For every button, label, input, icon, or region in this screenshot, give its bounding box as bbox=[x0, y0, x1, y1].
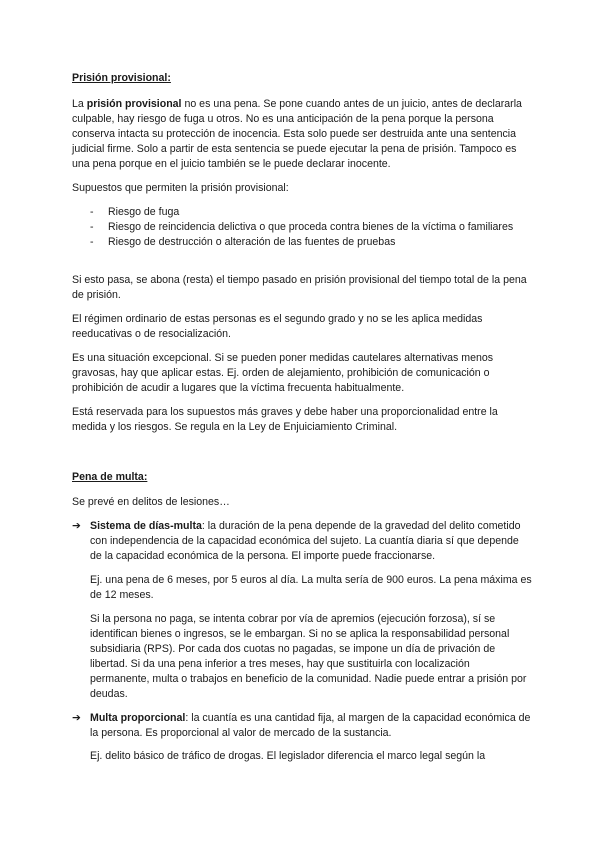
arrow-item-multa-proporcional bbox=[72, 711, 532, 741]
arrow-item-text bbox=[90, 519, 532, 564]
bold-term: prisión provisional bbox=[86, 98, 182, 110]
arrow-right-icon: ➔ bbox=[72, 712, 81, 724]
dash-bullet: - bbox=[90, 236, 94, 248]
arrow-item-dias-multa bbox=[72, 519, 532, 564]
dash-bullet: - bbox=[90, 221, 94, 233]
paragraph-ejemplo-dias-multa: Ej. una pena de 6 meses, por 5 euros al día. La multa sería de 900 euros. La pena máxima es de 12 meses. bbox=[90, 574, 532, 601]
text-run: : la duración de la pena depende de la gravedad del delito cometido con independencia de la capacidad económica del sujeto. La cuantía diaria sí que depende de la capacidad económica de la persona. El importe puede fraccionarse. bbox=[90, 520, 521, 562]
arrow-right-icon: ➔ bbox=[72, 520, 81, 532]
paragraph-multa-intro: Se prevé en delitos de lesiones… bbox=[72, 496, 230, 508]
bold-term: Multa proporcional bbox=[90, 712, 186, 724]
bold-term: Sistema de días-multa bbox=[90, 520, 202, 532]
paragraph-prision-definition bbox=[72, 97, 532, 172]
list-item-text: Riesgo de fuga bbox=[108, 206, 180, 218]
text-run: : la cuantía es una cantidad fija, al margen de la capacidad económica de la persona. Es proporcional al valor de mercado de la sustancia. bbox=[90, 712, 531, 739]
text-run: La bbox=[72, 98, 87, 110]
dash-bullet: - bbox=[90, 206, 94, 218]
paragraph-regimen: El régimen ordinario de estas personas es el segundo grado y no se les aplica medidas reeducativas o de resocialización. bbox=[72, 313, 483, 340]
arrow-item-text bbox=[90, 711, 532, 741]
list-item-text: Riesgo de destrucción o alteración de las fuentes de pruebas bbox=[108, 236, 396, 248]
bullet-list-supuestos bbox=[90, 205, 530, 250]
list-item bbox=[90, 220, 530, 235]
paragraph-supuestos-intro: Supuestos que permiten la prisión provisional: bbox=[72, 182, 289, 194]
paragraph-excepcional: Es una situación excepcional. Si se pueden poner medidas cautelares alternativas menos gravosas, hay que aplicar estas. Ej. orden de alejamiento, prohibición de comunicación o prohibición de acudir a lugares que la víctima frecuenta habitualmente. bbox=[72, 352, 494, 394]
list-item-text: Riesgo de reincidencia delictiva o que proceda contra bienes de la víctima o familiares bbox=[108, 221, 514, 233]
section-heading-prision-provisional: Prisión provisional: bbox=[72, 72, 171, 84]
text-run: no es una pena. Se pone cuando antes de un juicio, antes de declararla culpable, hay riesgo de fuga u otros. No es una anticipación de la pena porque la persona conserva intacta su protección de inocencia. Esta solo puede ser destruida ante una sentencia judicial firme. Solo a partir de esta sentencia se puede ejecutar la pena de prisión. Tampoco es una pena porque en el juicio también se le puede declarar inocente. bbox=[72, 98, 522, 170]
section-heading-pena-de-multa: Pena de multa: bbox=[72, 471, 148, 483]
paragraph-reservada: Está reservada para los supuestos más graves y debe haber una proporcionalidad entre la medida y los riesgos. Se regula en la Ley de Enjuiciamiento Criminal. bbox=[72, 406, 498, 433]
paragraph-impago: Si la persona no paga, se intenta cobrar por vía de apremios (ejecución forzosa), sí se identifican bienes o ingresos, se le embargan. Si no se aplica la responsabilidad personal subsidiaria (RPS). Por cada dos cuotas no pagadas, se impone un día de privación de libertad. Si da una pena inferior a tres meses, hay que sustituirla con localización permanente, multa o trabajos en beneficio de la comunidad. Nadie puede entrar a prisión por deudas. bbox=[90, 613, 527, 700]
paragraph-ejemplo-drogas: Ej. delito básico de tráfico de drogas. El legislador diferencia el marco legal según la bbox=[90, 750, 486, 762]
list-item bbox=[90, 235, 530, 250]
paragraph-abona: Si esto pasa, se abona (resta) el tiempo pasado en prisión provisional del tiempo total de la pena de prisión. bbox=[72, 274, 527, 301]
list-item bbox=[90, 205, 530, 220]
